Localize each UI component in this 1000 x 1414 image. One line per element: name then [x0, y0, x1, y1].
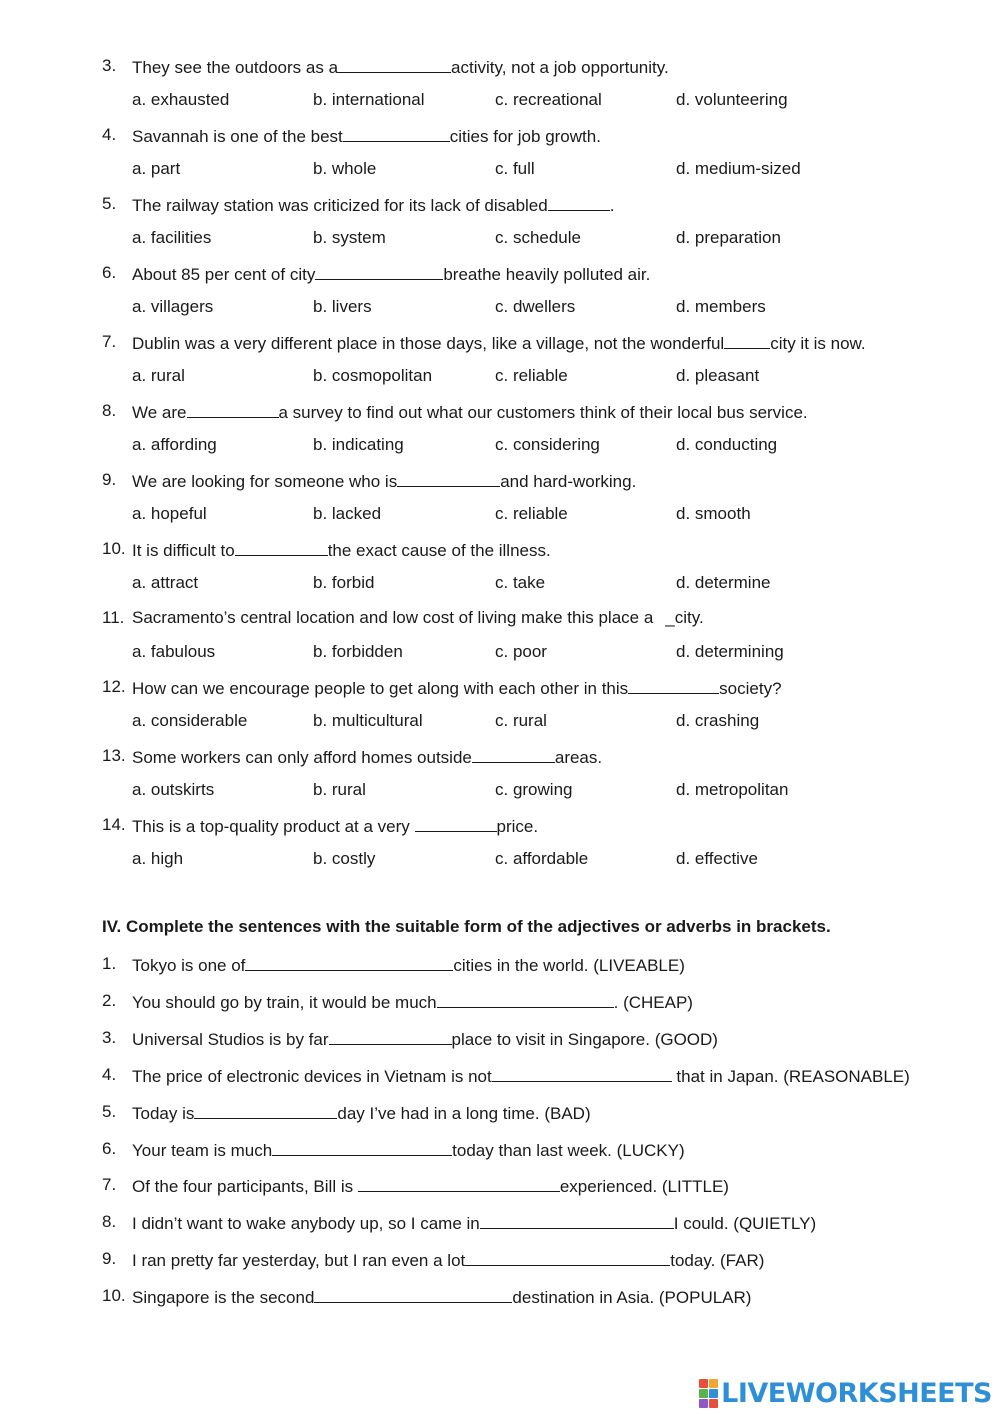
- option-d[interactable]: d. members: [676, 297, 766, 316]
- answer-blank[interactable]: [272, 1138, 452, 1156]
- question-stem: [132, 262, 650, 286]
- option-d[interactable]: d. determining: [676, 642, 784, 661]
- stem-before: Sacramento’s central location and low cost of living make this place a: [132, 608, 654, 627]
- sentence-after: . (CHEAP): [613, 993, 693, 1012]
- option-b[interactable]: b. multicultural: [313, 711, 423, 730]
- question-stem: [132, 814, 538, 838]
- sentence-before: The price of electronic devices in Vietnam is not: [132, 1067, 492, 1086]
- option-b[interactable]: b. lacked: [313, 504, 382, 523]
- sentence-after: today. (FAR): [670, 1251, 765, 1270]
- answer-blank[interactable]: [245, 953, 453, 971]
- question-number: 10.: [102, 539, 126, 558]
- answer-blank[interactable]: [397, 469, 500, 487]
- sentence-after: place to visit in Singapore. (GOOD): [451, 1030, 718, 1049]
- option-d[interactable]: d. preparation: [676, 228, 781, 247]
- sentence-before: Singapore is the second: [132, 1288, 315, 1307]
- item-number: 10.: [102, 1286, 126, 1305]
- question-number: 7.: [102, 332, 117, 351]
- sentence-after: experienced. (LITTLE): [559, 1177, 729, 1196]
- answer-blank[interactable]: [437, 990, 614, 1008]
- option-c[interactable]: c. full: [495, 159, 535, 178]
- answer-blank[interactable]: [329, 1027, 452, 1045]
- stem-before: Dublin was a very different place in those days, like a village, not the wonderful: [132, 334, 725, 353]
- logo-block: [709, 1389, 718, 1398]
- liveworksheets-logo[interactable]: [699, 1378, 992, 1408]
- answer-blank[interactable]: [194, 1101, 337, 1119]
- logo-block: [699, 1389, 708, 1398]
- question-number: 13.: [102, 746, 126, 765]
- sentence-before: You should go by train, it would be much: [132, 993, 437, 1012]
- logo-block: [699, 1379, 708, 1388]
- stem-before: The railway station was criticized for its lack of disabled: [132, 196, 548, 215]
- option-a[interactable]: a. high: [132, 849, 184, 868]
- option-a[interactable]: a. part: [132, 159, 181, 178]
- option-b[interactable]: b. whole: [313, 159, 377, 178]
- option-d[interactable]: d. pleasant: [676, 366, 760, 385]
- option-c[interactable]: c. rural: [495, 711, 547, 730]
- question-number: 14.: [102, 815, 126, 834]
- answer-blank[interactable]: [415, 814, 497, 832]
- answer-blank[interactable]: [465, 1248, 670, 1266]
- question-stem: [132, 607, 704, 629]
- question-stem: [132, 55, 669, 79]
- stem-after: _city.: [665, 608, 704, 627]
- item-sentence: [132, 1027, 718, 1051]
- option-c[interactable]: c. poor: [495, 642, 547, 661]
- stem-before: How can we encourage people to get along with each other in this: [132, 679, 629, 698]
- option-c[interactable]: c. dwellers: [495, 297, 576, 316]
- stem-after: price.: [496, 817, 539, 836]
- option-b[interactable]: b. forbidden: [313, 642, 403, 661]
- stem-before: We are: [132, 403, 187, 422]
- item-sentence: [132, 1211, 816, 1235]
- answer-blank[interactable]: [724, 331, 770, 349]
- question-stem: [132, 469, 636, 493]
- option-a[interactable]: a. affording: [132, 435, 217, 454]
- option-b[interactable]: b. rural: [313, 780, 366, 799]
- option-c[interactable]: c. schedule: [495, 228, 581, 247]
- option-a[interactable]: a. facilities: [132, 228, 212, 247]
- section-heading: IV. Complete the sentences with the suitable form of the adjectives or adverbs in brackets.: [102, 917, 831, 936]
- item-number: 5.: [102, 1102, 117, 1121]
- sentence-after: today than last week. (LUCKY): [452, 1141, 685, 1160]
- question-stem: [132, 331, 866, 355]
- question-number: 9.: [102, 470, 117, 489]
- option-b[interactable]: b. cosmopolitan: [313, 366, 433, 385]
- option-a[interactable]: a. outskirts: [132, 780, 215, 799]
- stem-before: They see the outdoors as a: [132, 58, 339, 77]
- stem-after: areas.: [554, 748, 603, 767]
- item-number: 8.: [102, 1212, 117, 1231]
- question-stem: [132, 193, 614, 217]
- option-c[interactable]: c. recreational: [495, 90, 602, 109]
- logo-block: [699, 1399, 708, 1408]
- option-d[interactable]: d. effective: [676, 849, 758, 868]
- option-a[interactable]: a. villagers: [132, 297, 214, 316]
- item-sentence: [132, 1064, 910, 1088]
- logo-mark-icon: [699, 1379, 718, 1408]
- sentence-before: Of the four participants, Bill is: [132, 1177, 354, 1196]
- item-number: 6.: [102, 1139, 117, 1158]
- item-sentence: [132, 953, 685, 977]
- item-sentence: [132, 1248, 764, 1272]
- stem-after: breathe heavily polluted air.: [443, 265, 651, 284]
- sentence-before: Tokyo is one of: [132, 956, 246, 975]
- question-stem: [132, 538, 551, 562]
- sentence-after: destination in Asia. (POPULAR): [512, 1288, 752, 1307]
- option-c[interactable]: c. affordable: [495, 849, 589, 868]
- stem-after: society?: [719, 679, 782, 698]
- sentence-before: I didn’t want to wake anybody up, so I came in: [132, 1214, 480, 1233]
- question-number: 4.: [102, 125, 117, 144]
- answer-blank[interactable]: [480, 1211, 674, 1229]
- sentence-before: Your team is much: [132, 1141, 273, 1160]
- answer-blank[interactable]: [343, 124, 450, 142]
- answer-blank[interactable]: [628, 676, 719, 694]
- stem-after: cities for job growth.: [449, 127, 601, 146]
- option-b[interactable]: b. indicating: [313, 435, 404, 454]
- option-b[interactable]: b. livers: [313, 297, 372, 316]
- option-d[interactable]: d. volunteering: [676, 90, 788, 109]
- option-b[interactable]: b. costly: [313, 849, 376, 868]
- item-number: 3.: [102, 1028, 117, 1047]
- stem-after: city it is now.: [770, 334, 866, 353]
- item-sentence: [132, 1174, 729, 1198]
- stem-before: We are looking for someone who is: [132, 472, 398, 491]
- item-sentence: [132, 990, 693, 1014]
- option-a[interactable]: a. considerable: [132, 711, 248, 730]
- stem-before: It is difficult to: [132, 541, 235, 560]
- option-b[interactable]: b. forbid: [313, 573, 375, 592]
- answer-blank[interactable]: [548, 193, 610, 211]
- option-c[interactable]: c. growing: [495, 780, 573, 799]
- item-sentence: [132, 1101, 591, 1125]
- option-c[interactable]: c. reliable: [495, 504, 568, 523]
- answer-blank[interactable]: [314, 1285, 512, 1303]
- option-c[interactable]: c. considering: [495, 435, 600, 454]
- question-stem: [132, 676, 782, 700]
- sentence-before: I ran pretty far yesterday, but I ran even a lot: [132, 1251, 466, 1270]
- answer-blank[interactable]: [315, 262, 443, 280]
- question-stem: [132, 745, 602, 769]
- option-a[interactable]: a. fabulous: [132, 642, 216, 661]
- item-number: 2.: [102, 991, 117, 1010]
- question-number: 5.: [102, 194, 117, 213]
- sentence-after: day I’ve had in a long time. (BAD): [337, 1104, 591, 1123]
- item-sentence: [132, 1285, 751, 1309]
- sentence-after: I could. (QUIETLY): [673, 1214, 817, 1233]
- option-d[interactable]: d. conducting: [676, 435, 778, 454]
- question-number: 6.: [102, 263, 117, 282]
- answer-blank[interactable]: [338, 55, 451, 73]
- logo-block: [709, 1399, 718, 1408]
- option-a[interactable]: a. attract: [132, 573, 199, 592]
- question-number: 12.: [102, 677, 126, 696]
- stem-after: activity, not a job opportunity.: [451, 58, 669, 77]
- answer-blank[interactable]: [187, 400, 279, 418]
- item-sentence: [132, 1138, 685, 1162]
- question-number: 11.: [102, 608, 125, 627]
- sentence-after: cities in the world. (LIVEABLE): [453, 956, 685, 975]
- option-d[interactable]: d. determine: [676, 573, 771, 592]
- item-number: 4.: [102, 1065, 117, 1084]
- option-a[interactable]: a. rural: [132, 366, 185, 385]
- option-c[interactable]: c. take: [495, 573, 546, 592]
- option-a[interactable]: a. hopeful: [132, 504, 207, 523]
- stem-before: This is a top-quality product at a very: [132, 817, 410, 836]
- stem-after: and hard-working.: [500, 472, 637, 491]
- item-number: 7.: [102, 1175, 117, 1194]
- stem-before: Some workers can only afford homes outside: [132, 748, 472, 767]
- stem-before: Savannah is one of the best: [132, 127, 343, 146]
- option-d[interactable]: d. crashing: [676, 711, 760, 730]
- stem-after: a survey to find out what our customers think of their local bus service.: [278, 403, 808, 422]
- sentence-before: Today is: [132, 1104, 195, 1123]
- stem-after: the exact cause of the illness.: [327, 541, 551, 560]
- logo-block: [709, 1379, 718, 1388]
- answer-blank[interactable]: [358, 1174, 560, 1192]
- option-d[interactable]: d. smooth: [676, 504, 751, 523]
- question-stem: [132, 124, 601, 148]
- stem-before: About 85 per cent of city: [132, 265, 316, 284]
- sentence-before: Universal Studios is by far: [132, 1030, 329, 1049]
- answer-blank[interactable]: [492, 1064, 672, 1082]
- item-number: 9.: [102, 1249, 117, 1268]
- stem-after: .: [609, 196, 615, 215]
- question-number: 3.: [102, 56, 117, 75]
- option-d[interactable]: d. metropolitan: [676, 780, 789, 799]
- question-number: 8.: [102, 401, 117, 420]
- option-a[interactable]: a. exhausted: [132, 90, 230, 109]
- option-b[interactable]: b. international: [313, 90, 425, 109]
- item-number: 1.: [102, 954, 117, 973]
- option-b[interactable]: b. system: [313, 228, 386, 247]
- answer-blank[interactable]: [472, 745, 555, 763]
- question-stem: [132, 400, 808, 424]
- answer-blank[interactable]: [235, 538, 328, 556]
- option-c[interactable]: c. reliable: [495, 366, 568, 385]
- option-d[interactable]: d. medium-sized: [676, 159, 801, 178]
- sentence-after: that in Japan. (REASONABLE): [671, 1067, 910, 1086]
- logo-text: LIVEWORKSHEETS: [721, 1377, 992, 1409]
